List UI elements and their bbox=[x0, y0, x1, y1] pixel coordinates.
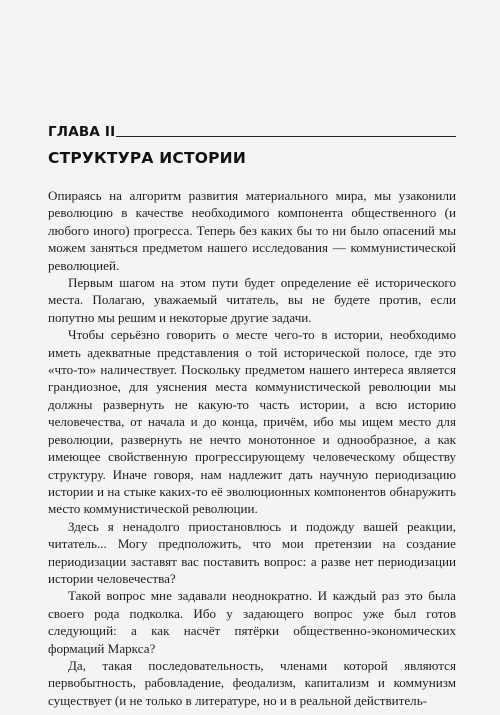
paragraph: Чтобы серьёзно говорить о месте чего-то в истории, необходимо иметь адекватные представления о той исторической полосе, где это «что-то» наличествует. Поскольку предметом нашего интереса является грандиозное, для уяснения места коммунистической революции мы должны развернуть не какую-то часть истории, а всю историю человечества, от начала и до конца, причём, ибо мы ищем место для революции, развернуть не нечто монотонное и однообразное, а как имеющее свойственную прогрессирующему человеческому обществу структуру. Иначе говоря, нам надлежит дать научную периодизацию истории и на стыке каких-то её эволюционных компонентов обнаружить место коммунистической революции. bbox=[48, 327, 456, 517]
chapter-label-row bbox=[48, 124, 456, 140]
paragraph: Такой вопрос мне задавали неоднократно. И каждый раз это была своего рода подколка. Ибо у задающего вопрос уже был готов следующий: а как насчёт пятёрки общественно-экономических формаций Маркса? bbox=[48, 588, 456, 656]
paragraph: Опираясь на алгоритм развития материального мира, мы узаконили революцию в качестве необходимого компонента общественного (и любого иного) прогресса. Теперь без каких бы то ни было опасений мы можем заняться предметом нашего исследования — коммунистической революцией. bbox=[48, 188, 456, 273]
paragraph: Первым шагом на этом пути будет определение её исторического места. Полагаю, уважаемый читатель, вы не будете против, если попутно мы решим и некоторые другие задачи. bbox=[48, 275, 456, 325]
paragraph: Здесь я ненадолго приостановлюсь и подожду вашей реакции, читатель... Могу предположить, что мои претензии на создание периодизации заставят вас поставить вопрос: а разве нет периодизации истории человечества? bbox=[48, 518, 456, 586]
chapter-title: СТРУКТУРА ИСТОРИИ bbox=[48, 149, 247, 167]
body-text bbox=[48, 187, 456, 709]
chapter-heading bbox=[48, 124, 456, 167]
chapter-rule bbox=[116, 136, 456, 137]
chapter-number: ГЛАВА II bbox=[48, 124, 116, 140]
paragraph: Да, такая последовательность, членами которой являются первобытность, рабовладение, феодализм, капитализм и коммунизм существует (и не только в литературе, но и в реальной действитель- bbox=[48, 657, 456, 708]
